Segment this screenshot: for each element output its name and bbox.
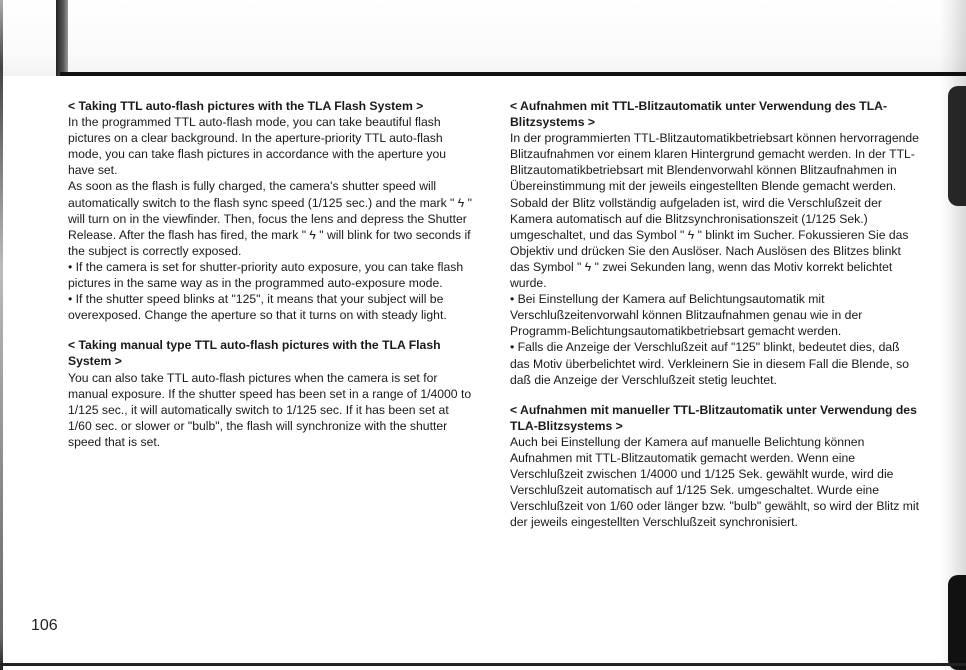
top-rule [60,72,966,76]
section-heading: < Aufnahmen mit manueller TTL-Blitzautomatik unter Verwendung des TLA-Blitzsystems > [510,402,917,433]
paragraph: Sobald der Blitz vollständig aufgeladen ist, wird die Verschlußzeit der Kamera automatisch auf die Blitzsynchronisationszeit (1/125 Sek.) umgeschaltet, und das Symbol " ϟ " blinkt im Sucher. Fokussieren Sie das Objektiv und drücken Sie den Auslöser. Nach Auslösen des Blitzes blinkt das Symbol " ϟ " zwei Sekunden lang, wenn das Motiv korrekt belichtet wurde. [510,195,909,291]
paragraph: In the programmed TTL auto-flash mode, you can take beautiful flash pictures on a clear background. In the aperture-priority TTL auto-flash mode, you can take flash pictures in accordance with the aperture you have set. [68,115,447,178]
bullet-item: • Bei Einstellung der Kamera auf Belichtungsautomatik mit Verschlußzeitenvorwahl können Blitzaufnahmen genau wie in der Programm-Belichtungsautomatikbetriebsart gemacht werden. [510,292,863,339]
scan-left-edge [0,0,3,670]
scan-top-band [0,0,966,76]
paragraph: Auch bei Einstellung der Kamera auf manuelle Belichtung können Aufnahmen mit TTL-Blitzautomatik gemacht werden. Wenn eine Verschlußzeit zwischen 1/4000 und 1/125 Sek. gewählt wurde, wird die Verschlußzeit automatisch auf 1/125 Sek. umgeschaltet. Wurde eine Verschlußzeit von 1/60 oder länger bzw. "bulb" gewählt, so wird der Blitz mit der jeweils eingestellten Verschlußzeit synchronisiert. [510,434,920,530]
paragraph: In der programmierten TTL-Blitzautomatikbetriebsart können hervorragende Blitzaufnahmen vor einem klaren Hintergrund gemacht werden. In der TTL-Blitzautomatikbetriebsart mit Blendenvorwahl können Blitzaufnahmen in Übereinstimmung mit der jeweils eingestellten Blende gemacht werden. [510,131,919,194]
bullet-item: • Falls die Anzeige der Verschlußzeit auf "125" blinkt, bedeutet dies, daß das Motiv überbelichtet wird. Verkleinern Sie in diesem Fall die Blende, so daß die Anzeige der Verschlußzeit stetig leuchtet. [510,340,910,387]
section-heading: < Aufnahmen mit TTL-Blitzautomatik unter Verwendung des TLA-Blitzsystems > [510,99,888,130]
scan-right-mark-top [948,86,966,206]
paragraph: As soon as the flash is fully charged, the camera's shutter speed will automatically switch to the flash sync speed (1/125 sec.) and the mark " ϟ " will turn on in the viewfinder. Then, focus the lens and depress the Shutter Release. After the flash has fired, the mark " ϟ " will blink for two seconds if the subject is correctly exposed. [68,179,472,258]
german-column [510,98,920,530]
section-heading: < Taking TTL auto-flash pictures with the TLA Flash System > [68,99,424,113]
spacer [510,388,920,402]
scan-right-mark-bottom [948,575,966,670]
bullet-item: • If the camera is set for shutter-priority auto exposure, you can take flash pictures in the same way as in the programmed auto-exposure mode. [68,259,464,291]
spacer [68,323,473,337]
paragraph: You can also take TTL auto-flash pictures when the camera is set for manual exposure. If the shutter speed has been set in a range of 1/4000 to 1/125 sec., it will automatically switch to 1/125 sec. If it has been set at 1/60 sec. or slower or "bulb", the flash will synchronize with the shutter speed that is set. [68,370,472,449]
english-column [68,98,473,450]
bullet-item: • If the shutter speed blinks at "125", it means that your subject will be overexposed. Change the aperture so that it turns on with steady light. [68,292,447,323]
bottom-rule [0,663,966,666]
section-heading: < Taking manual type TTL auto-flash pictures with the TLA Flash System > [68,338,441,369]
page-number: 106 [31,617,58,634]
scan-left-shadow [56,0,68,76]
